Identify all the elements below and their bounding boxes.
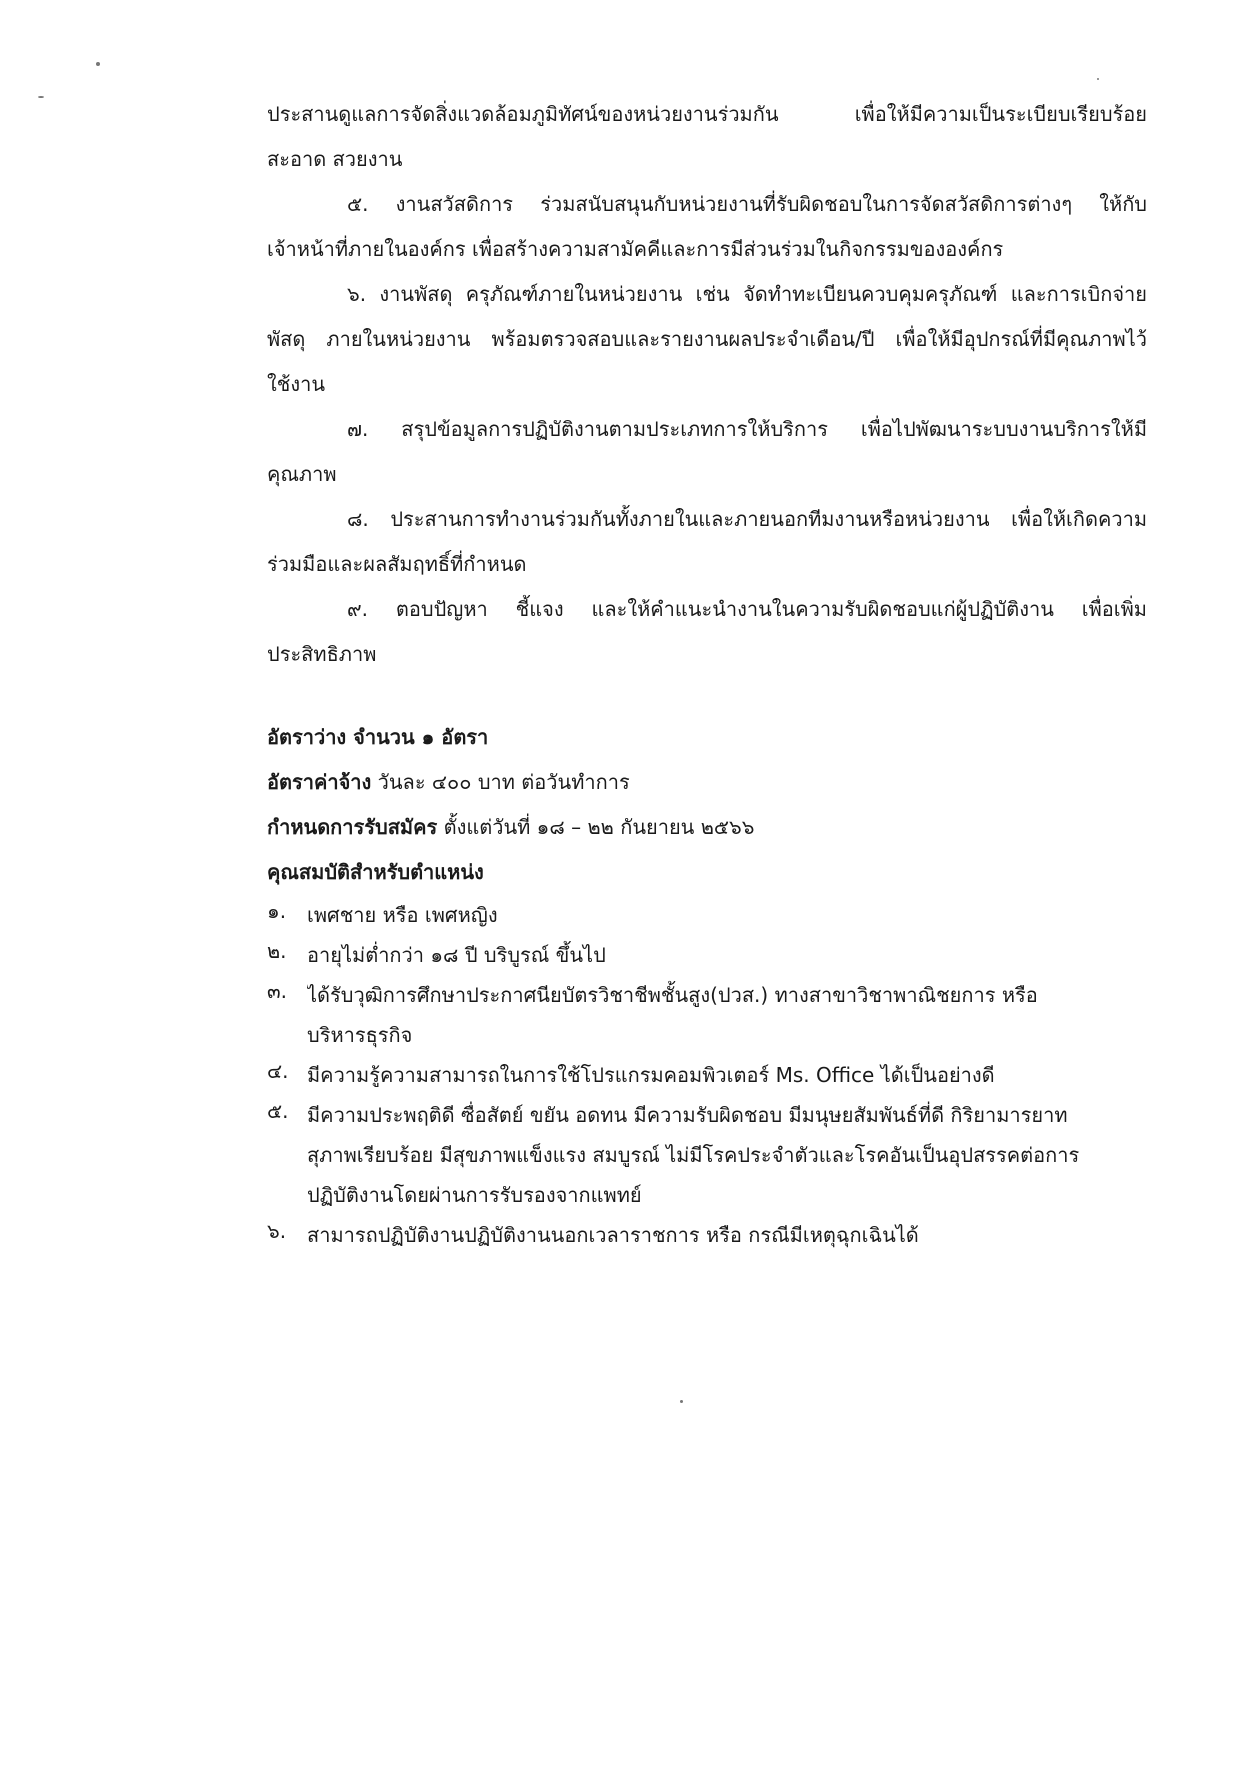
paragraph-line: ประสานดูแลการจัดสิ่งแวดล้อมภูมิทัศน์ของหน่วยงานร่วมกัน เพื่อให้มีความเป็นระเบียบเรียบร้อย <box>267 102 1147 126</box>
document-body <box>267 92 1147 1255</box>
qualifications-list <box>267 895 1147 1255</box>
duty-item-5-line: ๕. งานสวัสดิการ ร่วมสนับสนุนกับหน่วยงานที่รับผิดชอบในการจัดสวัสดิการต่างๆ ให้กับ <box>347 192 1147 216</box>
wage-line <box>267 760 1147 805</box>
qualification-item <box>267 895 1147 935</box>
duty-item-5-line: เจ้าหน้าที่ภายในองค์กร เพื่อสร้างความสามัคคีและการมีส่วนร่วมในกิจกรรมขององค์กร <box>267 237 1004 261</box>
qualification-item <box>267 935 1147 975</box>
qualification-text: มีความรู้ความสามารถในการใช้โปรแกรมคอมพิวเตอร์ Ms. Office ได้เป็นอย่างดี <box>307 1063 995 1087</box>
qualification-text: บริหารธุรกิจ <box>307 1023 413 1047</box>
duty-item-8-line: ร่วมมือและผลสัมฤทธิ์ที่กำหนด <box>267 552 527 576</box>
qualification-number: ๒. <box>267 939 287 963</box>
vacancy-line: อัตราว่าง จำนวน ๑ อัตรา <box>267 725 489 749</box>
qualification-item <box>267 1055 1147 1095</box>
qualification-number: ๔. <box>267 1059 289 1083</box>
apply-label: กำหนดการรับสมัคร <box>267 815 438 839</box>
qualification-text: อายุไม่ต่ำกว่า ๑๘ ปี บริบูรณ์ ขึ้นไป <box>307 943 606 967</box>
qualification-number: ๕. <box>267 1099 289 1123</box>
duty-item-9-line: ประสิทธิภาพ <box>267 642 377 666</box>
qualification-item <box>267 1095 1147 1215</box>
scan-speck <box>1097 78 1099 80</box>
qualification-text: ได้รับวุฒิการศึกษาประกาศนียบัตรวิชาชีพชั้นสูง(ปวส.) ทางสาขาวิชาพาณิชยการ หรือ <box>307 983 1038 1007</box>
qualification-text: สามารถปฏิบัติงานปฏิบัติงานนอกเวลาราชการ หรือ กรณีมีเหตุฉุกเฉินได้ <box>307 1223 919 1247</box>
apply-value: ตั้งแต่วันที่ ๑๘ – ๒๒ กันยายน ๒๕๖๖ <box>443 815 755 839</box>
qualification-number: ๓. <box>267 979 288 1003</box>
qualification-number: ๑. <box>267 899 287 923</box>
duty-item-8-line: ๘. ประสานการทำงานร่วมกันทั้งภายในและภายนอกทีมงานหรือหน่วยงาน เพื่อให้เกิดความ <box>347 507 1147 531</box>
qualification-text: ปฏิบัติงานโดยผ่านการรับรองจากแพทย์ <box>307 1183 642 1207</box>
wage-label: อัตราค่าจ้าง <box>267 770 372 794</box>
qualification-text: สุภาพเรียบร้อย มีสุขภาพแข็งแรง สมบูรณ์ ไม่มีโรคประจำตัวและโรคอันเป็นอุปสรรคต่อการ <box>307 1143 1080 1167</box>
apply-period-line <box>267 805 1147 850</box>
duty-item-6-line: ใช้งาน <box>267 372 326 396</box>
qualification-text: เพศชาย หรือ เพศหญิง <box>307 903 498 927</box>
section-gap <box>267 677 1147 715</box>
duty-item-9-line: ๙. ตอบปัญหา ชี้แจง และให้คำแนะนำงานในความรับผิดชอบแก่ผู้ปฏิบัติงาน เพื่อเพิ่ม <box>347 597 1147 621</box>
duty-item-7-line: ๗. สรุปข้อมูลการปฏิบัติงานตามประเภทการให้บริการ เพื่อไปพัฒนาระบบงานบริการให้มี <box>347 417 1147 441</box>
qualification-number: ๖. <box>267 1219 287 1243</box>
duty-item-6-line: พัสดุ ภายในหน่วยงาน พร้อมตรวจสอบและรายงานผลประจำเดือน/ปี เพื่อให้มีอุปกรณ์ที่มีคุณภาพไว้ <box>267 327 1147 351</box>
scan-speck <box>96 62 100 66</box>
qualification-item <box>267 1215 1147 1255</box>
duty-item-7-line: คุณภาพ <box>267 462 337 486</box>
duty-item-6-line: ๖. งานพัสดุ ครุภัณฑ์ภายในหน่วยงาน เช่น จัดทำทะเบียนควบคุมครุภัณฑ์ และการเบิกจ่าย <box>347 282 1147 306</box>
wage-value: วันละ ๔๐๐ บาท ต่อวันทำการ <box>377 770 630 794</box>
scan-speck <box>38 96 44 98</box>
paragraph-line: สะอาด สวยงาน <box>267 147 403 171</box>
scan-speck <box>680 1400 683 1403</box>
qualifications-heading: คุณสมบัติสำหรับตำแหน่ง <box>267 860 484 884</box>
qualification-text: มีความประพฤติดี ซื่อสัตย์ ขยัน อดทน มีความรับผิดชอบ มีมนุษยสัมพันธ์ที่ดี กิริยามารยาท <box>307 1103 1068 1127</box>
qualification-item <box>267 975 1147 1055</box>
